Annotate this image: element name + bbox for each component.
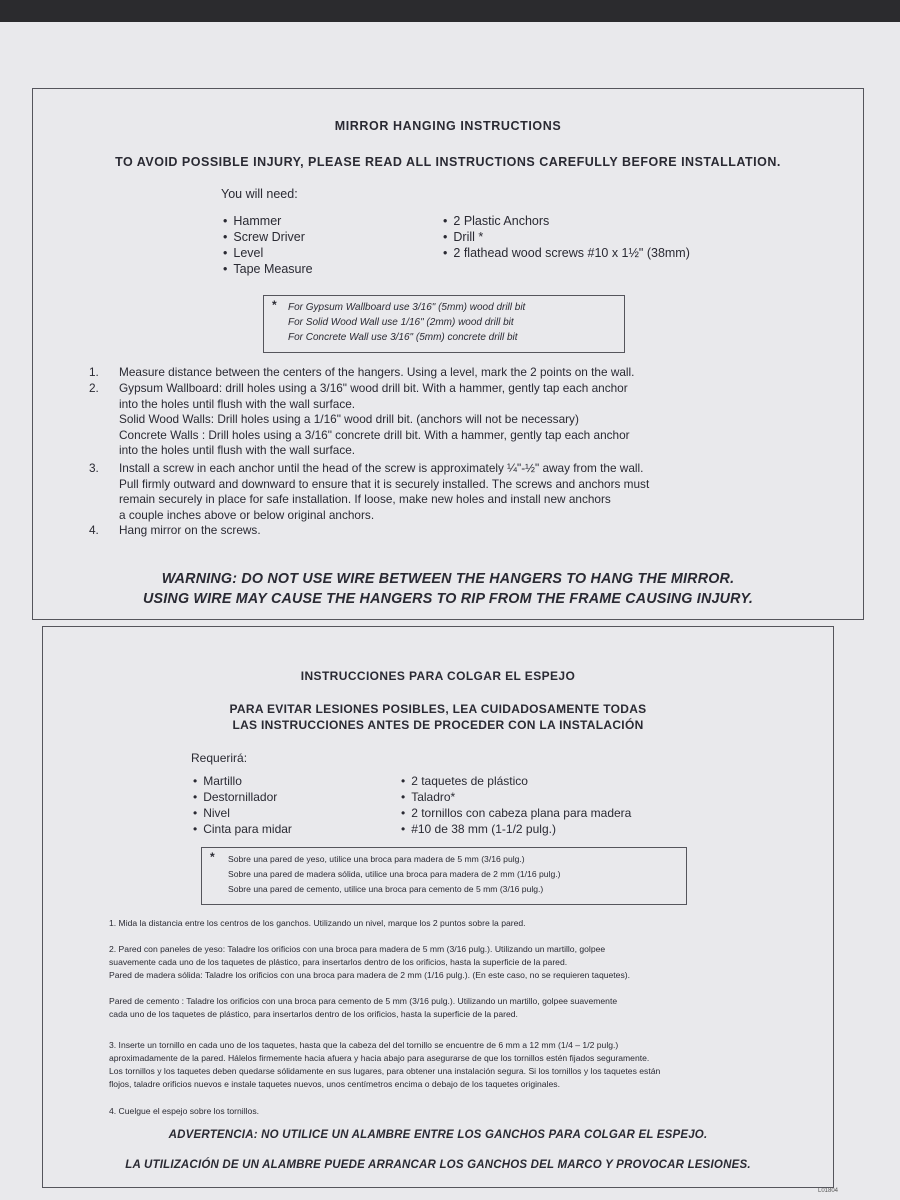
english-drill-bit-note bbox=[263, 295, 625, 353]
tool-item: • 2 tornillos con cabeza plana para madera bbox=[401, 805, 631, 821]
english-tools-right-list bbox=[443, 213, 690, 261]
step-line: Pull firmly outward and downward to ensure that it is securely installed. The screws and anchors must bbox=[119, 476, 650, 491]
asterisk-icon: * bbox=[272, 298, 277, 312]
step-line: Hang mirror on the screws. bbox=[119, 523, 261, 537]
tool-item: • Screw Driver bbox=[223, 229, 313, 245]
step-line: 3. Inserte un tornillo en cada uno de los taquetes, hasta que la cabeza del del tornillo se encuentre de 6 mm a 12 mm (1/4 – 1/2 pulg.) bbox=[109, 1040, 619, 1050]
step-line: cada uno de los taquetes de plástico, para insertarlos dentro de los orificios, hasta la superficie de la pared. bbox=[109, 1009, 518, 1019]
caution-line: PARA EVITAR LESIONES POSIBLES, LEA CUIDADOSAMENTE TODAS bbox=[229, 702, 647, 716]
step-line: aproximadamente de la pared. Hálelos firmemente hacia afuera y hacia abajo para asegurarse de que los tornillos estén fijados seguramente. bbox=[109, 1053, 650, 1063]
note-line: For Solid Wood Wall use 1/16" (2mm) wood drill bit bbox=[288, 317, 514, 328]
tool-item: • 2 taquetes de plástico bbox=[401, 773, 631, 789]
english-warning bbox=[33, 569, 863, 609]
english-caution: TO AVOID POSSIBLE INJURY, PLEASE READ ALL INSTRUCTIONS CAREFULLY BEFORE INSTALLATION. bbox=[115, 155, 781, 169]
warning-line: USING WIRE MAY CAUSE THE HANGERS TO RIP FROM THE FRAME CAUSING INJURY. bbox=[142, 591, 754, 607]
tool-item: • Cinta para midar bbox=[193, 821, 292, 837]
document-code: L01804 bbox=[818, 1188, 839, 1194]
step-line: Measure distance between the centers of the hangers. Using a level, mark the 2 points on the wall. bbox=[119, 365, 635, 379]
english-you-will-need: You will need: bbox=[221, 187, 298, 201]
step-line: suavemente cada uno de los taquetes de plástico, para insertarlos dentro de los orificios, hasta la superficie de la pared. bbox=[109, 957, 568, 967]
step-line: 4. Cuelgue el espejo sobre los tornillos. bbox=[109, 1106, 260, 1116]
instruction-sheet bbox=[0, 22, 900, 1200]
tool-item: • 2 Plastic Anchors bbox=[443, 213, 690, 229]
note-line: Sobre una pared de yeso, utilice una broca para madera de 5 mm (3/16 pulg.) bbox=[228, 854, 525, 864]
step-line: Gypsum Wallboard: drill holes using a 3/16" wood drill bit. With a hammer, gently tap each anchor bbox=[119, 381, 628, 395]
spanish-step-2 bbox=[109, 943, 630, 982]
note-line: For Concrete Wall use 3/16" (5mm) concrete drill bit bbox=[288, 332, 518, 343]
step-line: into the holes until flush with the wall surface. bbox=[119, 443, 356, 457]
step-line: Solid Wood Walls: Drill holes using a 1/16" wood drill bit. (anchors will not be necessary) bbox=[119, 412, 579, 426]
english-step-4 bbox=[89, 523, 261, 539]
spanish-warning-1: ADVERTENCIA: NO UTILICE UN ALAMBRE ENTRE LOS GANCHOS PARA COLGAR EL ESPEJO. bbox=[168, 1129, 708, 1141]
step-line: flojos, taladre orificios nuevos e instale taquetes nuevos, unos centímetros encima o debajo de los taquetes originales. bbox=[109, 1079, 560, 1089]
warning-line: WARNING: DO NOT USE WIRE BETWEEN THE HANGERS TO HANG THE MIRROR. bbox=[161, 571, 735, 587]
step-number: 1. bbox=[89, 365, 99, 379]
spanish-step-3 bbox=[109, 1039, 660, 1091]
spanish-caution bbox=[43, 701, 833, 733]
step-line: Pared de cemento : Taladre los orificios con una broca para cemento de 5 mm (3/16 pulg.). Utilizando un martillo, golpee suavemente bbox=[109, 996, 618, 1006]
step-number: 4. bbox=[89, 523, 99, 537]
tool-item: • Nivel bbox=[193, 805, 292, 821]
english-tools-left-list bbox=[223, 213, 313, 277]
spanish-step-4 bbox=[109, 1105, 259, 1118]
spanish-warning-2: LA UTILIZACIÓN DE UN ALAMBRE PUEDE ARRANCAR LOS GANCHOS DEL MARCO Y PROVOCAR LESIONES. bbox=[125, 1159, 751, 1171]
tool-item: • Drill * bbox=[443, 229, 690, 245]
caution-line: LAS INSTRUCCIONES ANTES DE PROCEDER CON LA INSTALACIÓN bbox=[232, 718, 644, 732]
english-step-1 bbox=[89, 365, 635, 381]
tool-item: • Hammer bbox=[223, 213, 313, 229]
step-line: into the holes until flush with the wall surface. bbox=[119, 396, 356, 411]
spanish-tools-right-list bbox=[401, 773, 631, 837]
step-line: Install a screw in each anchor until the head of the screw is approximately ¼"-½" away from the wall. bbox=[119, 461, 644, 475]
tool-item: • Destornillador bbox=[193, 789, 292, 805]
step-line: Concrete Walls : Drill holes using a 3/16" concrete drill bit. With a hammer, gently tap each anchor bbox=[119, 427, 630, 442]
tool-item: • Martillo bbox=[193, 773, 292, 789]
tool-item: • 2 flathead wood screws #10 x 1½" (38mm) bbox=[443, 245, 690, 261]
english-title: MIRROR HANGING INSTRUCTIONS bbox=[334, 119, 562, 133]
asterisk-icon: * bbox=[210, 850, 215, 864]
step-line: a couple inches above or below original anchors. bbox=[119, 507, 375, 522]
tool-item: • Taladro* bbox=[401, 789, 631, 805]
spanish-you-will-need: Requerirá: bbox=[191, 751, 248, 765]
tool-item: • Tape Measure bbox=[223, 261, 313, 277]
step-line: Los tornillos y los taquetes deben quedarse sólidamente en sus lugares, para obtener una instalación segura. Si los tornillos y los taquetes están bbox=[109, 1066, 661, 1076]
english-step-3 bbox=[89, 461, 650, 523]
tool-item-continued bbox=[401, 821, 631, 837]
note-line: For Gypsum Wallboard use 3/16" (5mm) wood drill bit bbox=[288, 302, 526, 313]
spanish-step-2-concrete bbox=[109, 995, 617, 1021]
step-line: remain securely in place for safe installation. If loose, make new holes and install new anchors bbox=[119, 492, 611, 506]
step-number: 2. bbox=[89, 381, 99, 395]
tool-item: • Level bbox=[223, 245, 313, 261]
note-line: Sobre una pared de cemento, utilice una broca para cemento de 5 mm (3/16 pulg.) bbox=[228, 884, 544, 894]
spanish-tools-left-list bbox=[193, 773, 292, 837]
spanish-title: INSTRUCCIONES PARA COLGAR EL ESPEJO bbox=[300, 669, 576, 683]
note-line: Sobre una pared de madera sólida, utilice una broca para madera de 2 mm (1/16 pulg.) bbox=[228, 869, 561, 879]
english-step-2 bbox=[89, 381, 630, 459]
spanish-drill-bit-note bbox=[201, 847, 687, 905]
spanish-instructions-box bbox=[42, 626, 834, 1188]
step-line: 2. Pared con paneles de yeso: Taladre los orificios con una broca para madera de 5 mm (3/16 pulg.). Utilizando un martillo, golpee bbox=[109, 944, 606, 954]
step-line: Pared de madera sólida: Taladre los orificios con una broca para madera de 2 mm (1/16 pulg.). (En este caso, no se requieren taquetes). bbox=[109, 970, 631, 980]
step-line: 1. Mida la distancia entre los centros de los ganchos. Utilizando un nivel, marque los 2 puntos sobre la pared. bbox=[109, 918, 526, 928]
tool-item-continued-text: #10 de 38 mm (1-1/2 pulg.) bbox=[411, 822, 556, 836]
step-number: 3. bbox=[89, 461, 99, 475]
spanish-step-1 bbox=[109, 917, 526, 930]
english-instructions-box bbox=[32, 88, 864, 620]
